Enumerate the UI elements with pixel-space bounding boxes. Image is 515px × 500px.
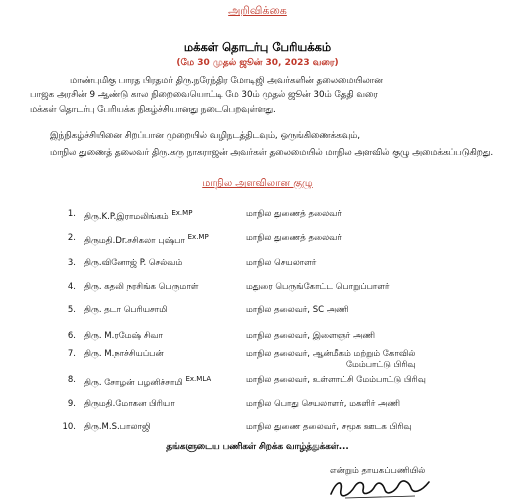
member-role: மாநில தலைவர், இளைஞர் அணி	[246, 331, 376, 341]
member-number: 5.	[67, 305, 76, 315]
date-range: (மே 30 முதல் ஜூன் 30, 2023 வரை)	[176, 58, 339, 68]
member-name: திரு. தடா பெரியசாமி	[84, 305, 168, 315]
document-title: மக்கள் தொடர்பு பேரியக்கம்	[183, 40, 332, 54]
member-row	[0, 396, 515, 420]
member-number: 6.	[67, 331, 76, 341]
committee-title: மாநில அளவிலான குழு	[202, 178, 313, 189]
intro-line-2: பாஜக அரசின் 9 ஆண்டு கால நிறைவையொட்டி மே 30ம் முதல் ஜூன் 30ம் தேதி வரை	[30, 90, 378, 100]
member-role: மாநில தலைவர், ஆன்மீகம் மற்றும் கோவில் மேம்பாட்டு பிரிவு	[246, 349, 416, 370]
intro-line-1: மாண்புமிகு பாரத பிரதமர் திரு.நரேந்திர மோடிஜி அவர்களின் தலைமையிலான	[70, 76, 383, 86]
member-row	[0, 302, 515, 326]
member-name: திரு. M.ரமேஷ் சிவா	[84, 331, 163, 341]
member-number: 7.	[67, 349, 76, 359]
member-name: திரு.வினோஜ் P. செல்வம்	[84, 258, 183, 268]
member-number: 8.	[67, 375, 76, 385]
member-role: மாநில துணைத் தலைவர்	[246, 233, 342, 243]
member-name: திரு.M.S.பாலாஜி	[84, 422, 151, 432]
member-role: மாநில துணை தலைவர், சமூக ஊடக பிரிவு	[246, 422, 412, 432]
member-role: மாநில செயலாளர்	[246, 258, 317, 268]
member-role: மாநில பொது செயலாளர், மகளிர் அணி	[246, 399, 401, 409]
member-name: திரு. M.நாச்சியப்பன்	[84, 349, 164, 359]
member-row	[0, 372, 515, 396]
member-row	[0, 255, 515, 279]
member-role: மாநில தலைவர், SC அணி	[246, 305, 349, 315]
signature	[325, 476, 435, 500]
member-name: திருமதி.மோகன பிரியா	[84, 399, 175, 409]
member-row	[0, 230, 515, 254]
signoff: என்றும் தாயகப்பணியில்	[330, 466, 426, 476]
member-row	[0, 206, 515, 230]
intro-line-3: மக்கள் தொடர்பு பேரியக்க நிகழ்ச்சியானது நடைபெறவுள்ளது.	[30, 105, 276, 115]
member-name: திரு. கதலி நரசிங்க பெருமாள்	[84, 282, 199, 292]
notice-heading: அறிவிக்கை	[228, 4, 287, 17]
member-role: மதுரை பெருங்கோட்ட பொறுப்பாளர்	[246, 282, 390, 292]
member-number: 10.	[62, 422, 76, 432]
member-row	[0, 279, 515, 303]
member-number: 2.	[67, 233, 76, 243]
member-number: 3.	[67, 258, 76, 268]
member-name: திரு.K.P.இராமலிங்கம் $^{Ex.MP}$	[84, 209, 193, 222]
intro-line-5: மாநில துணைத் தலைவர் திரு.கரு நாகராஜன் அவர்கள் தலைமையில் மாநில அளவில் குழு அமைக்கப்படுகிறது.	[50, 148, 494, 158]
member-name: திருமதி.Dr.சசிகலா புஷ்பா $^{Ex.MP}$	[84, 233, 209, 246]
closing-wishes: தங்களுடைய பணிகள் சிறக்க வாழ்த்துக்கள்...	[166, 442, 349, 452]
member-number: 1.	[67, 209, 76, 219]
intro-line-4: இந்நிகழ்ச்சியினை சிறப்பான முறையில் வழிநடத்திடவும், ஒருங்கிணைக்கவும்,	[50, 131, 360, 141]
member-row	[0, 419, 515, 443]
member-name: திரு. சோழன் பழனிச்சாமி $^{Ex.MLA}$	[84, 375, 212, 388]
member-number: 9.	[67, 399, 76, 409]
member-role: மாநில தலைவர், உள்ளாட்சி மேம்பாட்டு பிரிவு	[246, 375, 426, 385]
member-number: 4.	[67, 282, 76, 292]
member-role: மாநில துணைத் தலைவர்	[246, 209, 342, 219]
